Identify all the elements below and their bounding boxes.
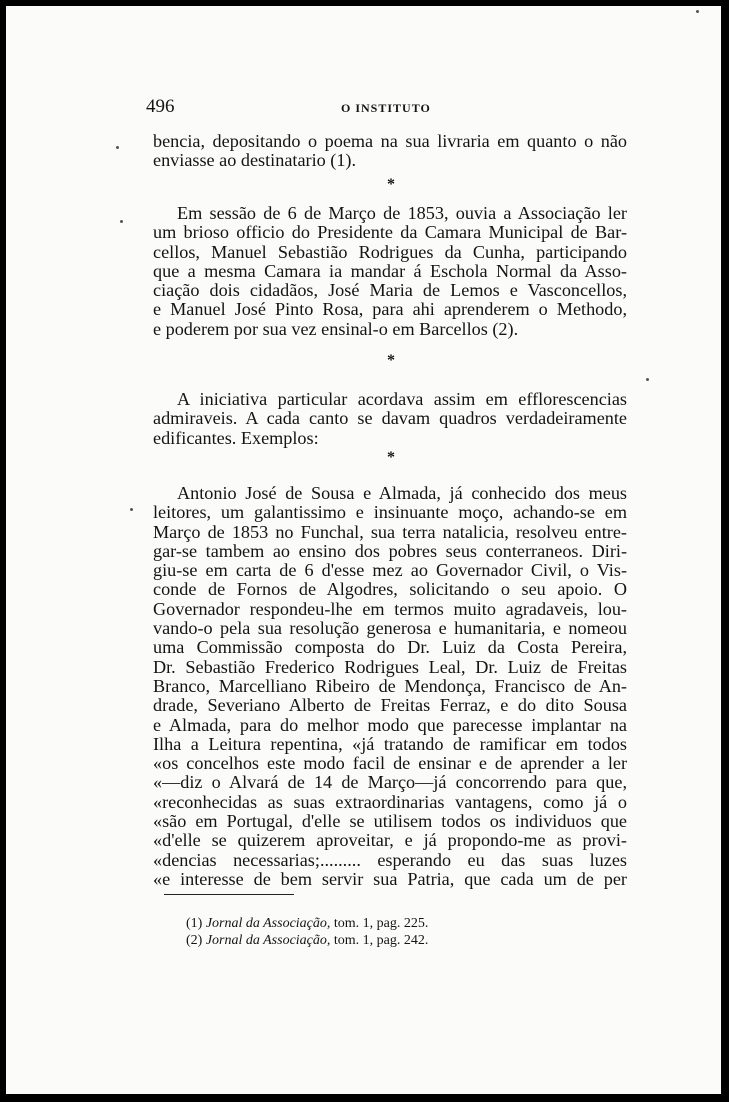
- text-line: leitores, um galantissimo e insinuante moço, achando-se em: [153, 502, 627, 523]
- text-line: e Almada, para do melhor modo que parecesse implantar na: [153, 714, 627, 735]
- text-line: Março de 1853 no Funchal, sua terra natalicia, resolveu entre-: [153, 521, 627, 542]
- section-separator: *: [387, 176, 395, 193]
- text-line: bencia, depositando o poema na sua livraria em quanto o não: [153, 131, 627, 151]
- footnote-1: [186, 915, 428, 932]
- paragraph-3: [153, 390, 627, 448]
- text-line: Em sessão de 6 de Março de 1853, ouvia a Associação ler: [177, 203, 627, 223]
- text-line: Branco, Marcelliano Ribeiro de Mendonça, Francisco de An-: [153, 675, 627, 696]
- text-line: e poderem por sua vez ensinal-o em Barcellos (2).: [153, 318, 519, 339]
- footnote-rule: [164, 894, 294, 895]
- text-line: «são em Portugal, d'elle se utilisem todos os individuos que: [153, 811, 627, 832]
- paragraph-2: [153, 204, 627, 339]
- footnote-marker: (1): [186, 916, 203, 931]
- text-line: edificantes. Exemplos:: [153, 427, 319, 448]
- text-line: Ilha a Leitura repentina, «já tratando de ramificar em todos: [153, 733, 627, 754]
- text-line: «reconhecidas as suas extraordinarias vantagens, como já o: [153, 791, 627, 812]
- footnote-2: [186, 932, 428, 949]
- text-line: «os concelhos este modo facil de ensinar e de aprender a ler: [153, 753, 627, 774]
- scan-speck: [646, 378, 649, 381]
- footnote-source: Jornal da Associação,: [205, 916, 331, 931]
- section-separator: *: [387, 352, 395, 369]
- scan-speck: [696, 10, 699, 13]
- text-line: Antonio José de Sousa e Almada, já conhecido dos meus: [177, 483, 627, 503]
- text-line: gar-se tambem ao ensino dos pobres seus conterraneos. Diri-: [153, 540, 627, 561]
- text-line: giu-se em carta de 6 d'esse mez ao Governador Civil, o Vis-: [153, 560, 627, 581]
- text-line: um brioso officio do Presidente da Camara Municipal de Bar-: [153, 222, 627, 243]
- text-line: admiraveis. A cada canto se davam quadros verdadeiramente: [153, 408, 627, 429]
- text-line: drade, Severiano Alberto de Freitas Ferraz, e do dito Sousa: [153, 695, 627, 716]
- scan-speck: [120, 220, 123, 223]
- text-line: A iniciativa particular acordava assim em efflorescencias: [177, 389, 627, 409]
- text-line: vando-o pela sua resolução generosa e humanitaria, e nomeou: [153, 618, 627, 639]
- text-line: e Manuel José Pinto Rosa, para ahi aprenderem o Methodo,: [153, 299, 627, 320]
- text-line: «e interesse de bem servir sua Patria, que cada um de per: [153, 868, 627, 889]
- text-line: uma Commissão composta do Dr. Luiz da Costa Pereira,: [153, 637, 627, 658]
- text-line: que a mesma Camara ia mandar á Escholа Normal da Asso-: [153, 260, 627, 281]
- footnotes: [186, 915, 428, 949]
- paragraph-1: [153, 132, 627, 171]
- text-line: «d'elle se quizerem aproveitar, e já propondo-me as provi-: [153, 830, 627, 851]
- text-line: Dr. Sebastião Frederico Rodrigues Leal, Dr. Luiz de Freitas: [153, 656, 627, 677]
- footnote-reference: tom. 1, pag. 225.: [333, 916, 429, 931]
- text-line: ciação dois cidadãos, José Maria de Lemos e Vasconcellos,: [153, 280, 627, 301]
- scan-speck: [116, 146, 119, 149]
- text-line: cellos, Manuel Sebastião Rodrigues da Cunha, participando: [153, 241, 627, 262]
- paragraph-4: [153, 484, 627, 889]
- running-title: O INSTITUTO: [341, 101, 431, 115]
- scan-speck: [130, 508, 133, 511]
- page-number: 496: [146, 96, 175, 117]
- footnote-source: Jornal da Associação,: [205, 933, 331, 948]
- text-line: «dencias necessarias;......... esperando eu das suas luzes: [153, 849, 627, 870]
- footnote-reference: tom. 1, pag. 242.: [333, 933, 429, 948]
- book-page: [6, 6, 721, 1094]
- text-line: «—diz o Alvará de 14 de Março—já concorrendo para que,: [153, 772, 627, 793]
- text-line: enviasse ao destinatario (1).: [153, 150, 357, 171]
- footnote-marker: (2): [186, 933, 203, 948]
- section-separator: *: [387, 449, 395, 466]
- page-header: [146, 96, 586, 120]
- text-line: conde de Fornos de Algodres, solicitando o seu apoio. O: [153, 579, 627, 600]
- text-line: Governador respondeu-lhe em termos muito agradaveis, lou-: [153, 598, 627, 619]
